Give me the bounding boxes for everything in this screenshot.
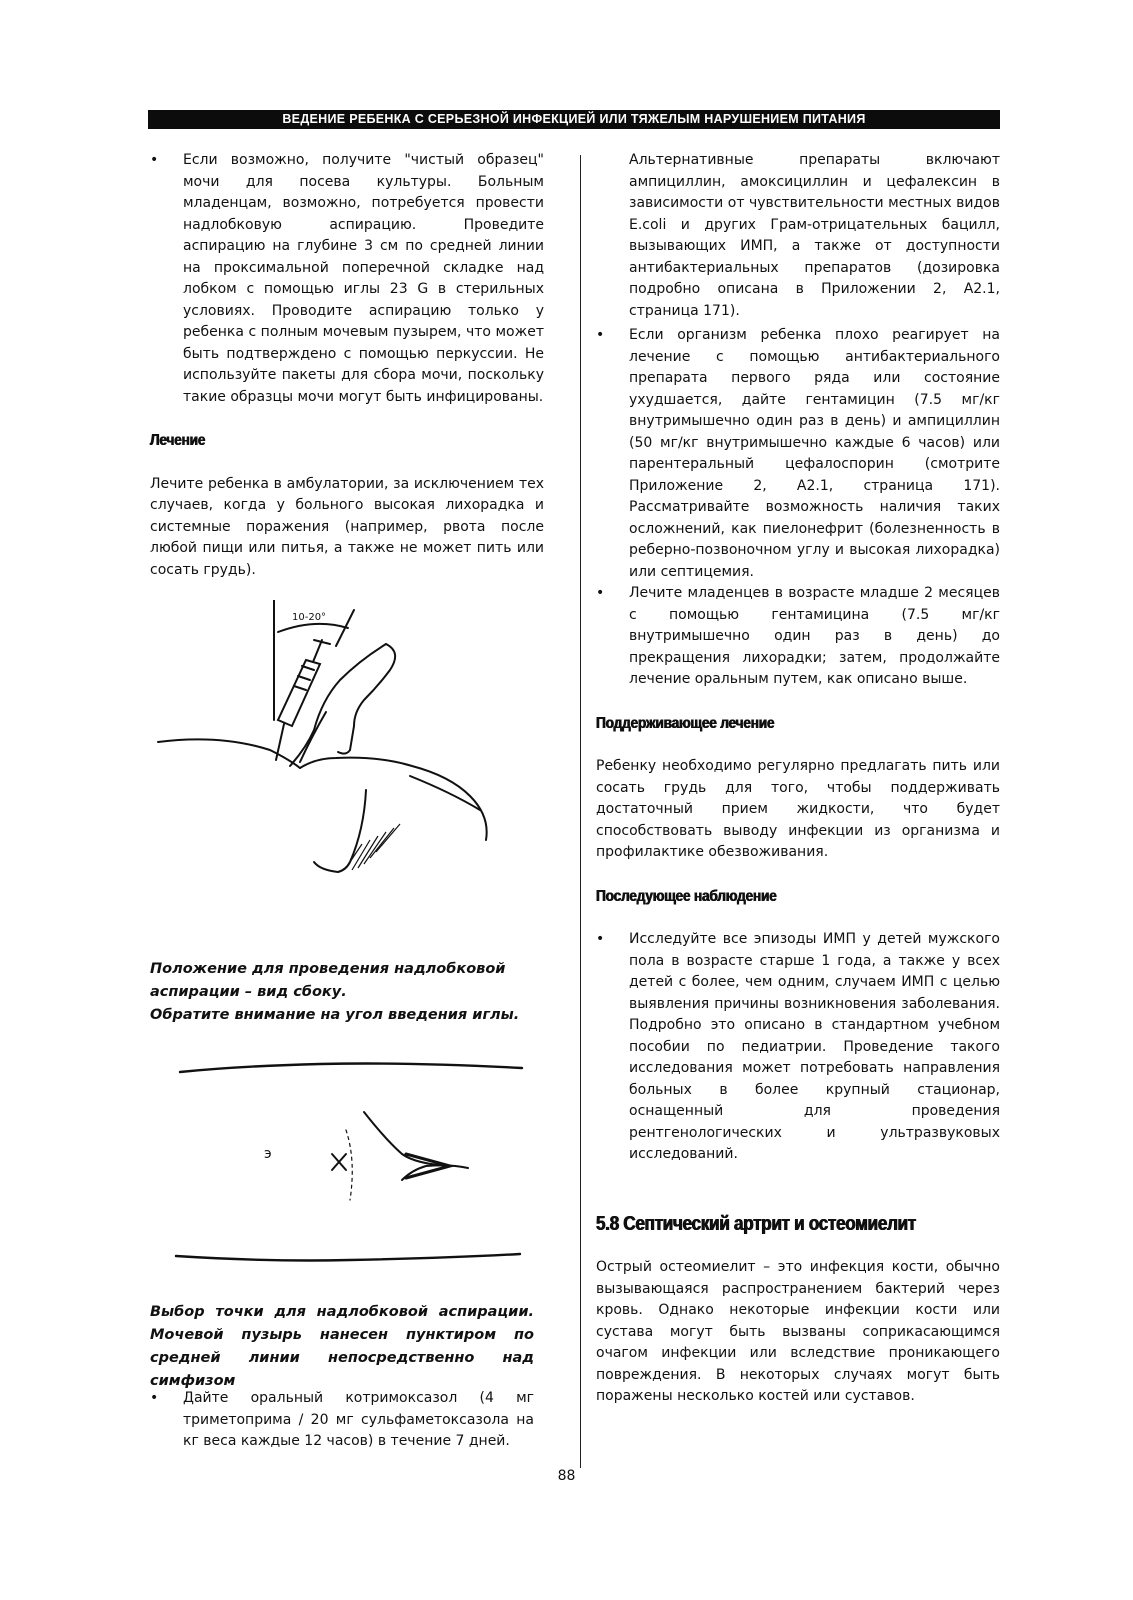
bullet-text: Лечите младенцев в возрасте младше 2 месяцев с помощью гентамицина (7.5 мг/кг внутримышечно один раз в день) до прекращения лихорадки; затем, продолжайте лечение оральным путем, как описано выше.: [629, 585, 1000, 687]
bullet-cotrimoxazole: [150, 1388, 534, 1453]
caption-figure-1: [150, 958, 550, 1027]
bullet-icon: •: [596, 931, 605, 947]
para-treatment: Лечите ребенка в амбулатории, за исключением тех случаев, когда у больного высокая лихорадка и системные поражения (например, рвота после любой пищи или питья, а также не может пить или сосать грудь).: [150, 475, 544, 578]
page-number: 88: [557, 1468, 576, 1484]
angle-label: 10-20°: [292, 612, 327, 623]
caption-1-line-2: Обратите внимание на угол введения иглы.: [150, 1007, 520, 1023]
para-osteomyelitis: Острый остеомиелит – это инфекция кости, обычно вызывающаяся распространением бактерий через кровь. Однако некоторые инфекции кости или сустава могут быть вызваны соприкасающимся очагом инфекции или вследствие проникающего повреждения. В некоторых случаях могут быть поражены несколько костей или суставов.: [596, 1259, 1000, 1404]
caption-figure-2: Выбор точки для надлобковой аспирации. Мочевой пузырь нанесен пунктиром по средней линии непосредственно над симфизом: [150, 1304, 534, 1389]
svg-text:э: э: [264, 1146, 272, 1162]
bullet-infants: [596, 583, 1000, 691]
left-column-bottom: [150, 1388, 534, 1453]
bullet-urine-sample: [150, 150, 544, 408]
bullet-text: Если организм ребенка плохо реагирует на лечение с помощью антибактериального препарата первого ряда или состояние ухудшается, дайте гентамицин (7.5 мг/кг внутримышечно один раз в день) и ампициллин (50 мг/кг внутримышечно каждые 6 часов) или парентеральный цефалоспорин (смотрите Приложение 2, А2.1, страница 171). Рассматривайте возможность наличия таких осложнений, как пиелонефрит (болезненность в реберно-позвоночном углу и высокая лихорадка) или септицемия.: [629, 327, 1000, 580]
para-supportive: Ребенку необходимо регулярно предлагать пить или сосать грудь для того, чтобы поддерживать достаточный прием жидкости, что будет способствовать выводу инфекции из организма и профилактике обезвоживания.: [596, 758, 1000, 860]
bullet-text: Исследуйте все эпизоды ИМП у детей мужского пола в возрасте старше 1 года, а также у всех детей с более, чем одним, случаем ИМП с целью выявления причины возникновения заболевания. Подробно это описано в стандартном учебном пособии по педиатрии. Проведение такого исследования может потребовать направления больных в более крупный стационар, оснащенный для проведения рентгенологических и ультразвуковых исследований.: [629, 931, 1000, 1162]
bullet-text: Дайте оральный котримоксазол (4 мг триметоприма / 20 мг сульфаметоксазола на кг веса каждые 12 часов) в течение 7 дней.: [183, 1390, 534, 1449]
right-column: [596, 150, 1000, 1408]
bullet-icon: •: [150, 1390, 159, 1406]
figure-aspiration-point: [150, 1050, 550, 1280]
bullet-icon: •: [596, 585, 605, 601]
bullet-icon: •: [150, 152, 159, 168]
heading-supportive: Поддерживающее лечение: [596, 714, 775, 732]
column-divider: [580, 155, 581, 1468]
heading-followup: Последующее наблюдение: [596, 887, 777, 905]
section-heading-septic-arthritis: 5.8 Септический артрит и остеомиелит: [596, 1212, 916, 1235]
figure-suprapubic-side-view: [150, 600, 550, 900]
para-alternatives: Альтернативные препараты включают ампициллин, амоксициллин и цефалексин в зависимости от чувствительности местных видов E.coli и других Грам-отрицательных бацилл, вызывающих ИМП, а также от доступности антибактериальных препаратов (дозировка подробно описана в Приложении 2, А2.1, страница 171).: [629, 152, 1000, 319]
bullet-icon: •: [596, 327, 605, 343]
left-column: [150, 150, 544, 581]
bullet-followup: [596, 929, 1000, 1166]
bullet-text: Если возможно, получите "чистый образец" мочи для посева культуры. Больным младенцам, возможно, потребуется провести надлобковую аспирацию. Проведите аспирацию на глубине 3 см по средней линии на проксимальной поперечной складке над лобком с помощью иглы 23 G в стерильных условиях. Проводите аспирацию только у ребенка с полным мочевым пузырем, что может быть подтверждено с помощью перкуссии. Не используйте пакеты для сбора мочи, поскольку такие образцы мочи могут быть инфицированы.: [183, 152, 544, 405]
heading-treatment: Лечение: [150, 432, 206, 449]
running-header: ВЕДЕНИЕ РЕБЕНКА С СЕРЬЕЗНОЙ ИНФЕКЦИЕЙ ИЛИ ТЯЖЕЛЫМ НАРУШЕНИЕМ ПИТАНИЯ: [148, 110, 1000, 129]
caption-1-line-1: Положение для проведения надлобковой аспирации – вид сбоку.: [150, 961, 506, 1000]
bullet-poor-response: [596, 325, 1000, 583]
